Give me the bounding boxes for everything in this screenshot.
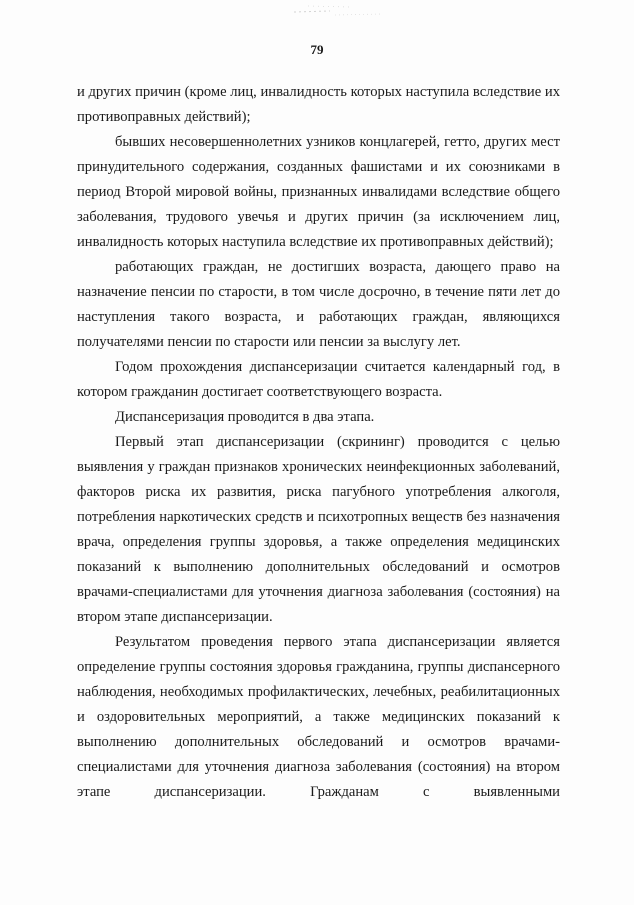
page-number: 79: [310, 42, 324, 57]
paragraph-3: работающих граждан, не достигших возраста, дающего право на назначение пенсии по старости, в том числе досрочно, в течение пяти лет до наступления такого возраста, и работающих граждан, являющихся получателями пенсии по старости или пенсии за выслугу лет.: [77, 259, 560, 350]
paragraph-4: Годом прохождения диспансеризации считается календарный год, в котором гражданин достигает соответствующего возраста.: [77, 359, 560, 400]
document-body: [77, 80, 560, 805]
paragraph-1: и других причин (кроме лиц, инвалидность которых наступила вследствие их противоправных действий);: [77, 84, 560, 125]
paragraph-7: Результатом проведения первого этапа диспансеризации является определение группы состояния здоровья гражданина, группы диспансерного наблюдения, необходимых профилактических, лечебных, реабилитационных и оздоровительных мероприятий, а также медицинских показаний к выполнению дополнительных обследований и осмотров врачами-специалистами для уточнения диагноза заболевания (состояния) на втором этапе диспансеризации. Гражданам с выявленными: [77, 634, 560, 800]
scan-artifact-icon: [290, 2, 390, 18]
paragraph-2: бывших несовершеннолетних узников концлагерей, гетто, других мест принудительного содержания, созданных фашистами и их союзниками в период Второй мировой войны, признанных инвалидами вследствие общего заболевания, трудового увечья и других причин (за исключением лиц, инвалидность которых наступила вследствие их противоправных действий);: [77, 134, 560, 250]
paragraph-6: Первый этап диспансеризации (скрининг) проводится с целью выявления у граждан признаков хронических неинфекционных заболеваний, факторов риска их развития, риска пагубного употребления алкоголя, потребления наркотических средств и психотропных веществ без назначения врача, определения группы здоровья, а также определения медицинских показаний к выполнению дополнительных обследований и осмотров врачами-специалистами для уточнения диагноза заболевания (состояния) на втором этапе диспансеризации.: [77, 434, 560, 625]
paragraph-5: Диспансеризация проводится в два этапа.: [115, 409, 375, 425]
